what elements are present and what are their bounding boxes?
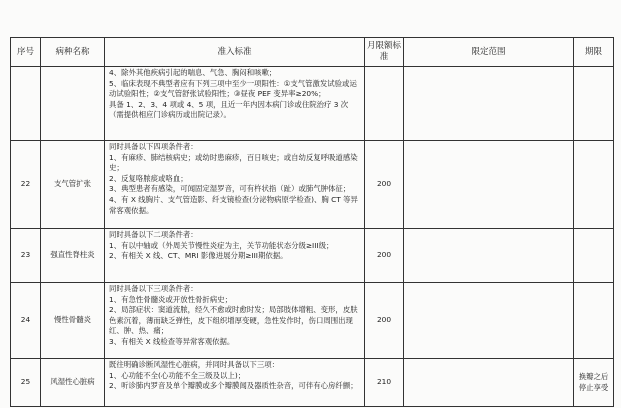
criteria-cell <box>105 67 365 141</box>
header-criteria: 准入标准 <box>105 38 365 67</box>
period-cell: 换瓣之后停止享受 <box>574 359 614 407</box>
period-cell <box>574 67 614 141</box>
disease-name-cell <box>41 67 105 141</box>
criteria-line: 4、除外其他疾病引起的喘息、气急、胸闷和咳嗽； <box>109 68 277 77</box>
seq-cell <box>11 67 41 141</box>
criteria-line: 具备 1、2、3、4 项或 4、5 项，且近一年内因本病门诊或住院治疗 3 次（需提供相应门诊病历或出院记录）。 <box>109 99 349 120</box>
criteria-line: 同时具备以下三项条件者： <box>109 284 198 293</box>
criteria-line: 同时具备以下四项条件者： <box>109 142 198 151</box>
seq-cell: 25 <box>11 359 41 407</box>
criteria-line: 1、有以中轴或（外周关节慢性炎症为主，关节功能状态分级≥III级； <box>109 240 334 250</box>
disease-name-cell: 风湿性心脏病 <box>41 359 105 407</box>
period-cell <box>574 283 614 359</box>
scope-cell <box>404 359 574 407</box>
amount-cell: 200 <box>365 141 404 229</box>
table-row <box>11 359 614 407</box>
criteria-line: 3、典型患者有感染，可闻固定湿罗音，可有杵状指（趾）或肺气肿体征； <box>109 184 351 194</box>
amount-cell: 210 <box>365 359 404 407</box>
criteria-cell <box>105 359 365 407</box>
criteria-line: 2、听诊肺内罗音及单个瓣膜或多个瓣膜闻及器质性杂音，可伴有心房纤颤； <box>109 381 358 391</box>
period-cell <box>574 141 614 229</box>
scope-cell <box>404 229 574 283</box>
scope-cell <box>404 283 574 359</box>
period-cell <box>574 229 614 283</box>
criteria-line: 1、有急性骨髓炎或开放性骨折病史； <box>109 294 232 304</box>
scope-cell <box>404 141 574 229</box>
criteria-line: 2、有相关 X 线、CT、MRI 影像进展分期≥III期依据。 <box>109 251 288 261</box>
header-scope: 限定范围 <box>404 38 574 67</box>
table-row <box>11 141 614 229</box>
header-row <box>11 38 614 67</box>
criteria-line: 同时具备以下二项条件者： <box>109 230 198 239</box>
seq-cell: 23 <box>11 229 41 283</box>
criteria-line: 2、局部症状：窦道流脓，经久不愈或时愈时发；局部肢体增粗、变形，皮肤色素沉着，薄而缺乏弹性，皮下组织增厚变硬，急性发作时，伤口周围出现红、肿、热、痛； <box>109 305 358 336</box>
criteria-line: 5、临床表现不典型者应有下列三项中至少一项阳性：①支气管激发试验或运动试验阳性；②支气管舒张试验阳性；③昼夜 PEF 变异率≥20%； <box>109 78 357 99</box>
criteria-cell <box>105 141 365 229</box>
criteria-cell <box>105 229 365 283</box>
table-row <box>11 229 614 283</box>
criteria-line: 2、反复咯脓痰或咯血； <box>109 173 188 183</box>
header-monthly-amount: 月限额标准 <box>365 38 404 67</box>
table-row <box>11 283 614 359</box>
seq-cell: 22 <box>11 141 41 229</box>
amount-cell: 200 <box>365 283 404 359</box>
criteria-line: 1、有麻疹、肺结核病史；或幼时患麻疹，百日咳史；或自幼反复呼吸道感染史； <box>109 152 358 173</box>
header-period: 期限 <box>574 38 614 67</box>
criteria-line: 4、有 X 线胸片、支气管造影、纤支镜检查(分泌物病原学检查)、胸 CT 等异常客观依据。 <box>109 194 358 215</box>
disease-name-cell: 强直性脊柱炎 <box>41 229 105 283</box>
criteria-line: 既往明确诊断风湿性心脏病，并同时具备以下三项： <box>109 360 279 369</box>
scope-cell <box>404 67 574 141</box>
criteria-line: 1、心功能不全(心功能不全三级及以上)； <box>109 370 246 380</box>
header-disease-name: 病种名称 <box>41 38 105 67</box>
amount-cell <box>365 67 404 141</box>
table-row-continued <box>11 67 614 141</box>
header-seq: 序号 <box>11 38 41 67</box>
disease-name-cell: 支气管扩张 <box>41 141 105 229</box>
seq-cell: 24 <box>11 283 41 359</box>
disease-criteria-table <box>10 37 614 407</box>
disease-name-cell: 慢性骨髓炎 <box>41 283 105 359</box>
criteria-line: 3、有相关 X 线检查等异常客观依据。 <box>109 336 235 346</box>
criteria-cell <box>105 283 365 359</box>
amount-cell: 200 <box>365 229 404 283</box>
